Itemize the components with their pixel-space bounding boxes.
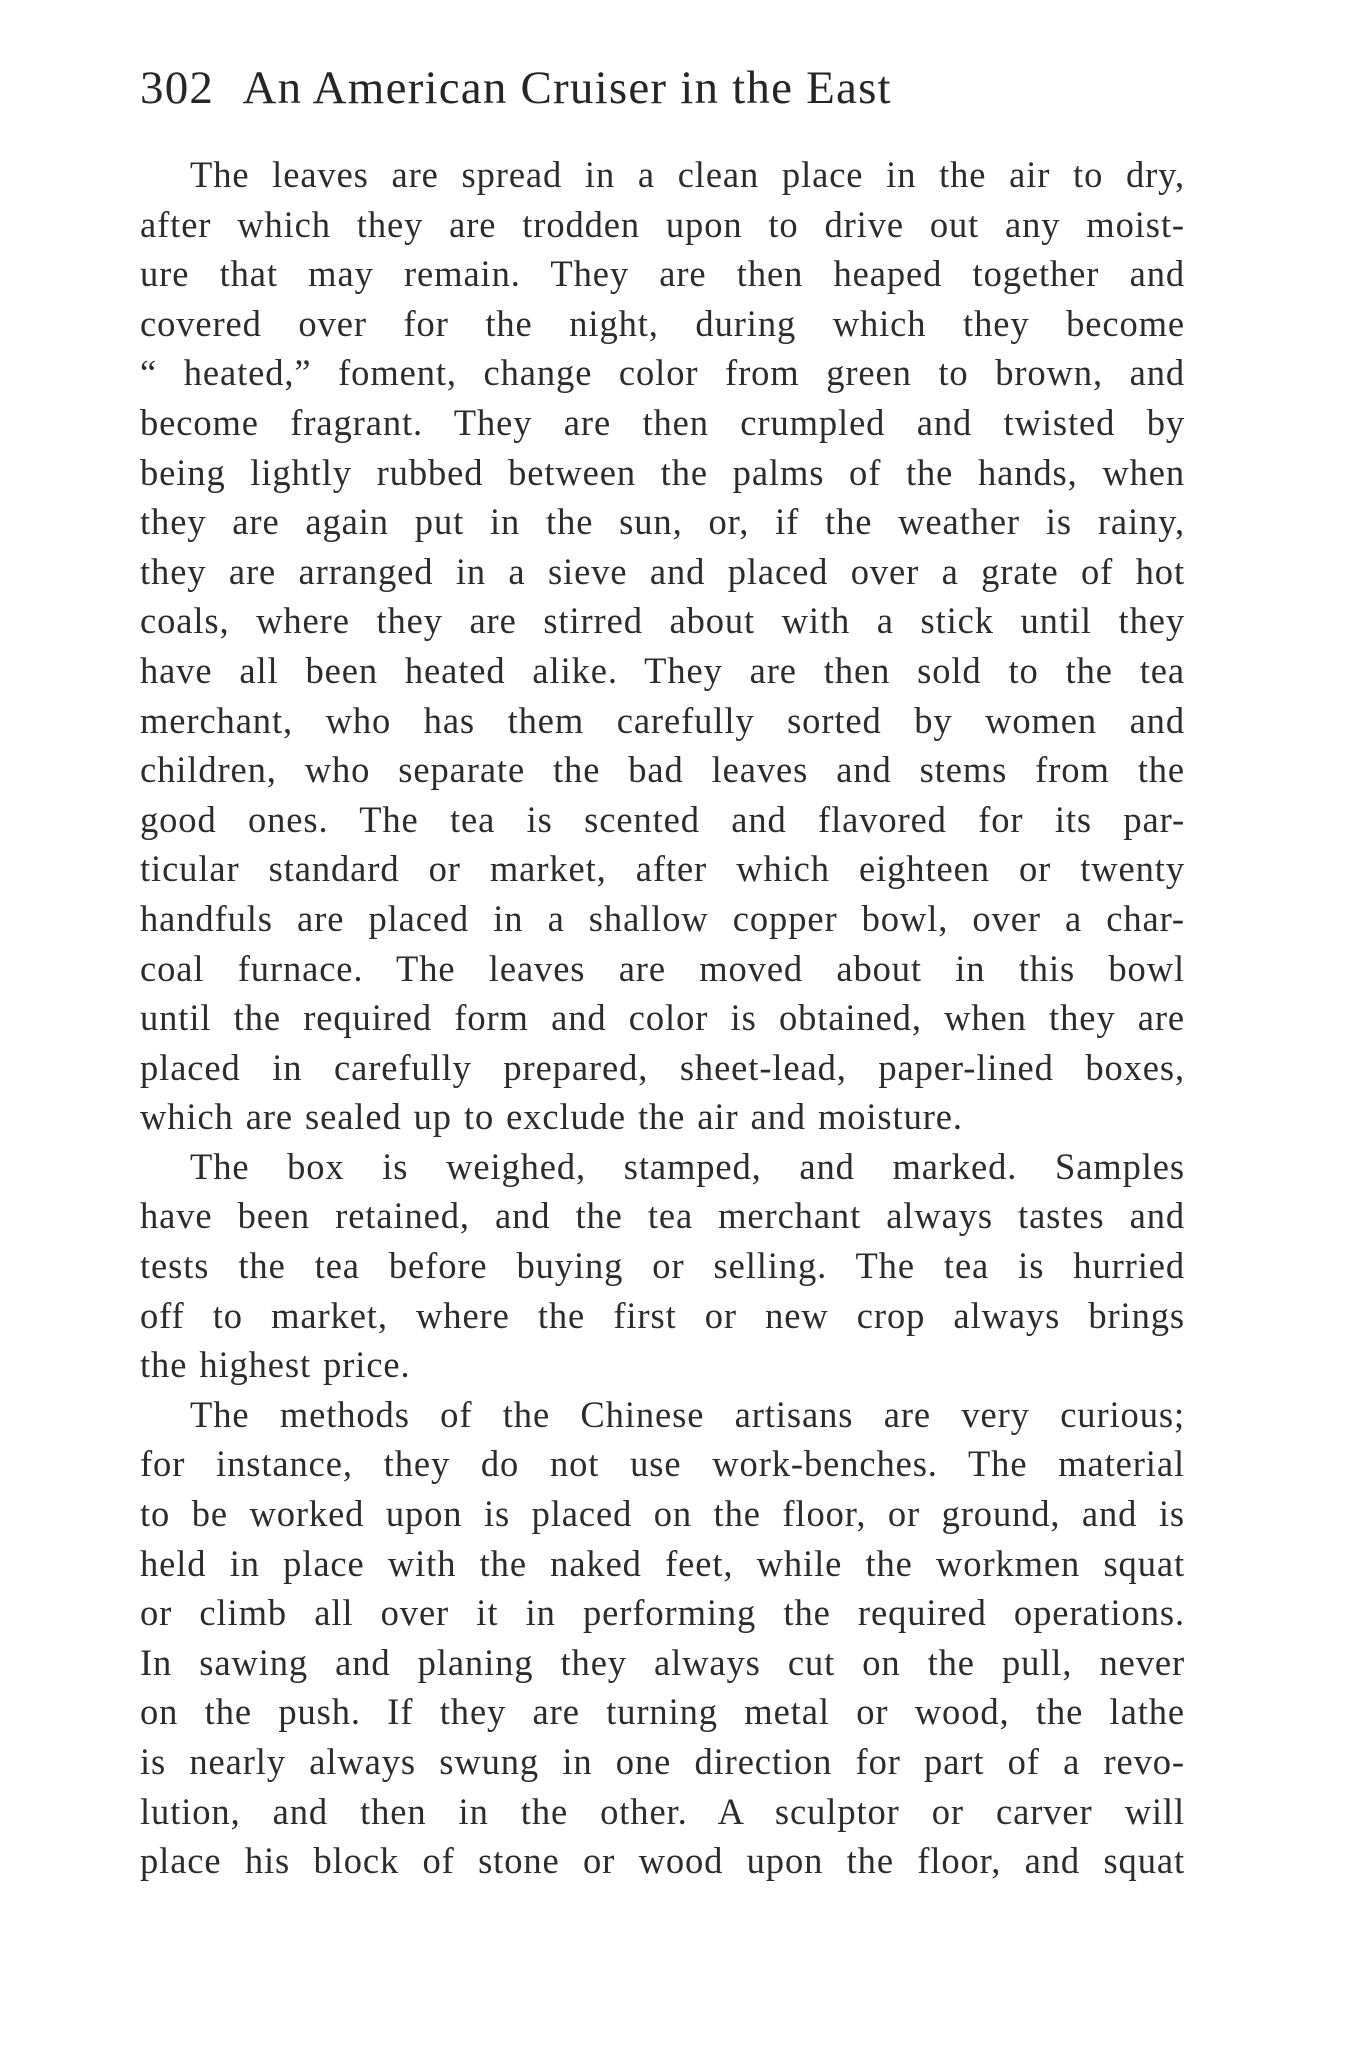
text-line: merchant, who has them carefully sorted by women and [140, 699, 1185, 741]
body-text [140, 150, 1185, 1886]
text-line: coal furnace. The leaves are moved about in this bowl [140, 947, 1185, 989]
text-line: they are again put in the sun, or, if the weather is rainy, [140, 501, 1185, 543]
running-title: An American Cruiser in the East [242, 62, 892, 114]
text-line: handfuls are placed in a shallow copper bowl, over a char- [140, 897, 1185, 939]
paragraph [140, 150, 1185, 1142]
text-line: lution, and then in the other. A sculptor or carver will [140, 1790, 1185, 1832]
text-line: tests the tea before buying or selling. The tea is hurried [140, 1245, 1185, 1287]
text-line: until the required form and color is obtained, when they are [140, 997, 1185, 1039]
text-line: The methods of the Chinese artisans are very curious; [190, 1393, 1185, 1435]
text-line: being lightly rubbed between the palms of the hands, when [140, 451, 1185, 493]
paragraph [140, 1142, 1185, 1390]
text-line: ure that may remain. They are then heaped together and [140, 253, 1185, 295]
text-line: off to market, where the first or new crop always brings [140, 1294, 1185, 1336]
text-line: children, who separate the bad leaves and stems from the [140, 749, 1185, 791]
text-line: have all been heated alike. They are then sold to the tea [140, 649, 1185, 691]
text-line: for instance, they do not use work-benches. The material [140, 1443, 1185, 1485]
text-line: to be worked upon is placed on the floor, or ground, and is [140, 1493, 1185, 1535]
text-line: on the push. If they are turning metal or wood, the lathe [140, 1691, 1185, 1733]
text-line: they are arranged in a sieve and placed over a grate of hot [140, 550, 1185, 592]
text-line: “ heated,” foment, change color from green to brown, and [140, 352, 1185, 394]
text-line: covered over for the night, during which they become [140, 302, 1185, 344]
running-header [140, 58, 1200, 118]
text-line: have been retained, and the tea merchant always tastes and [140, 1195, 1185, 1237]
paragraph [140, 1390, 1185, 1886]
text-line: after which they are trodden upon to drive out any moist- [140, 203, 1185, 245]
text-line: or climb all over it in performing the required operations. [140, 1592, 1185, 1634]
text-line: The leaves are spread in a clean place in the air to dry, [190, 154, 1185, 195]
text-line: become fragrant. They are then crumpled and twisted by [140, 401, 1185, 443]
text-line: place his block of stone or wood upon the floor, and squat [140, 1840, 1185, 1882]
text-line: placed in carefully prepared, sheet-lead, paper-lined boxes, [140, 1046, 1185, 1088]
text-line: the highest price. [140, 1344, 411, 1386]
text-line: ticular standard or market, after which eighteen or twenty [140, 848, 1185, 890]
text-line: In sawing and planing they always cut on the pull, never [140, 1641, 1185, 1683]
text-line: is nearly always swung in one direction for part of a revo- [140, 1741, 1185, 1782]
text-line: held in place with the naked feet, while the workmen squat [140, 1542, 1185, 1584]
text-line: The box is weighed, stamped, and marked. Samples [190, 1145, 1185, 1187]
text-line: which are sealed up to exclude the air and moisture. [140, 1096, 963, 1138]
text-line: good ones. The tea is scented and flavored for its par- [140, 798, 1185, 840]
page-number: 302 [140, 62, 215, 114]
text-line: coals, where they are stirred about with a stick until they [140, 600, 1185, 642]
